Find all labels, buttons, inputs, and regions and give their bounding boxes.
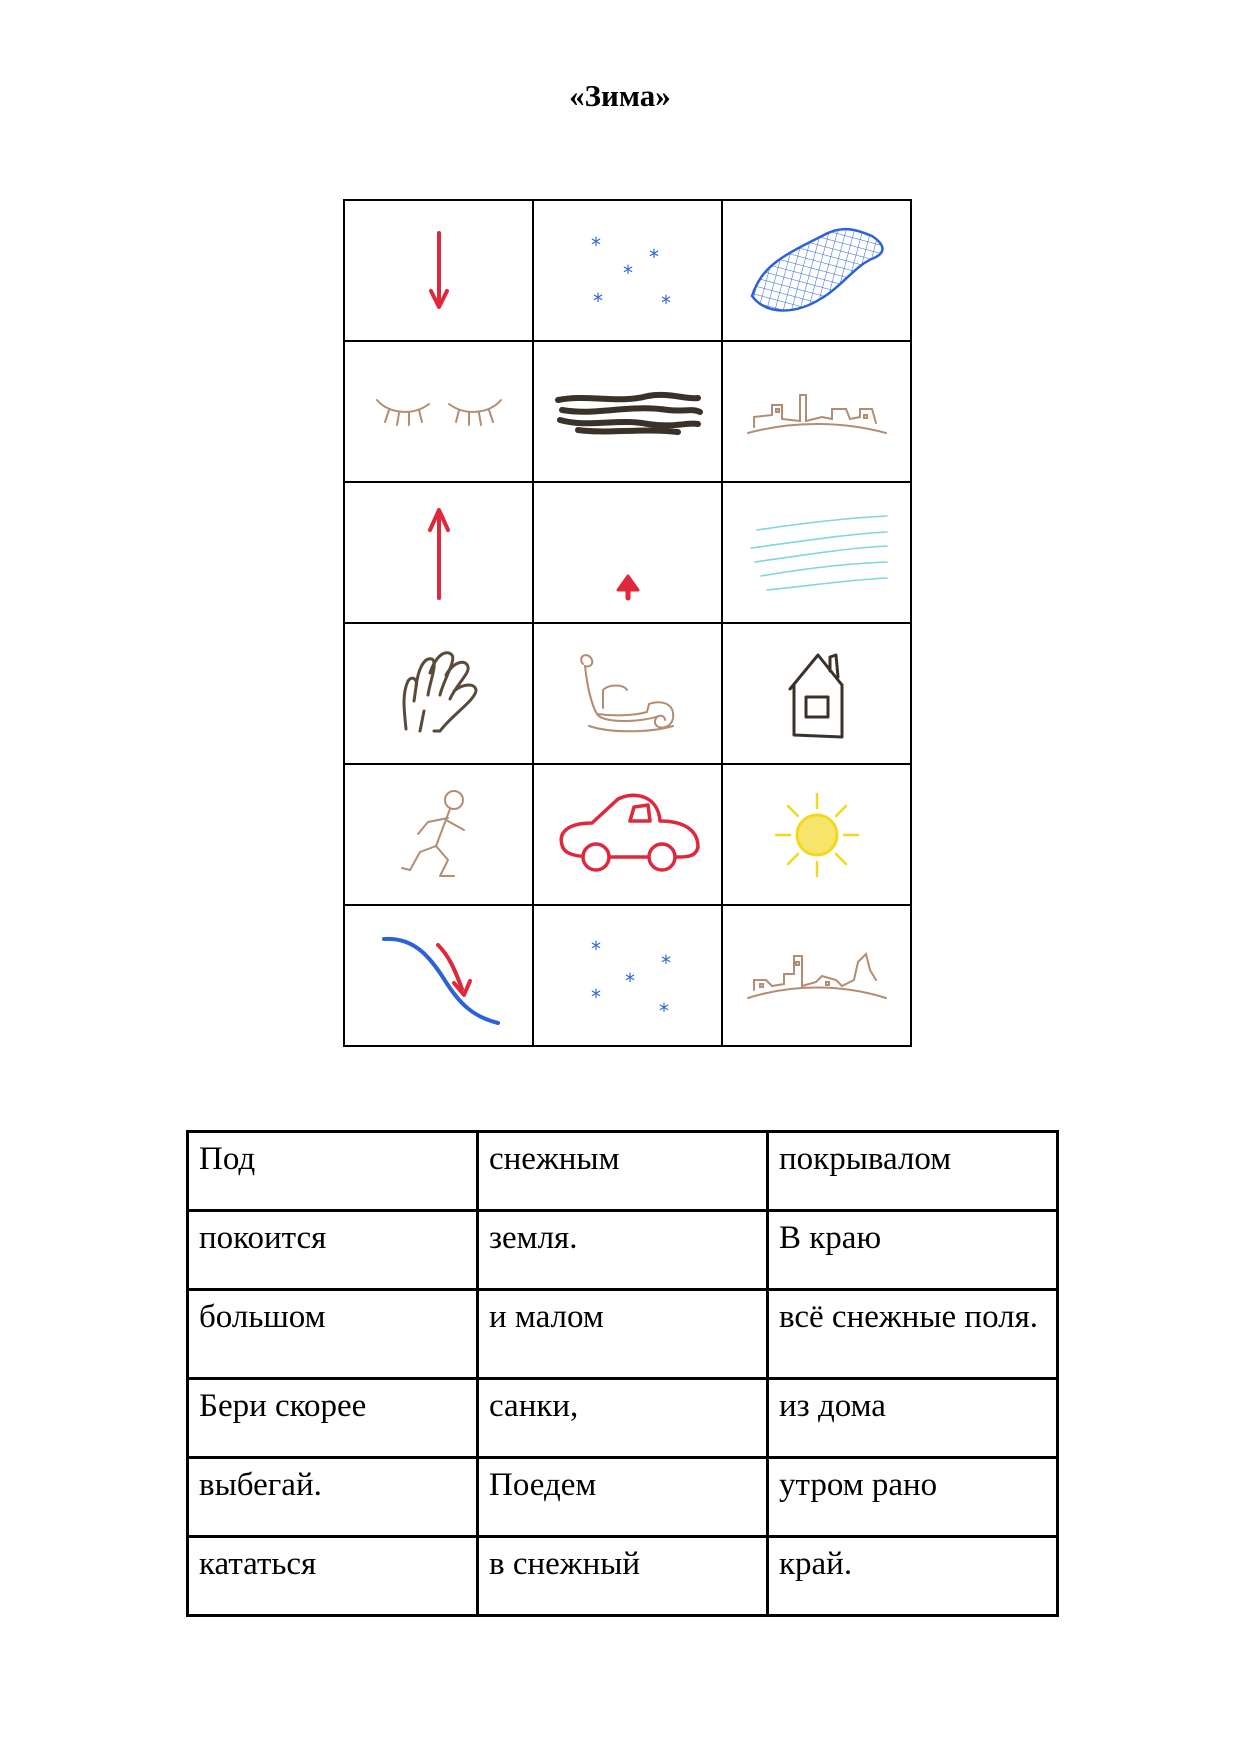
scribble-icon bbox=[548, 382, 708, 442]
closed-eyes-icon bbox=[369, 382, 509, 442]
svg-text:*: * bbox=[624, 968, 635, 993]
pictogram-cell bbox=[344, 200, 533, 341]
svg-text:*: * bbox=[590, 936, 601, 961]
table-row bbox=[188, 1379, 1058, 1458]
table-cell: большом bbox=[188, 1290, 478, 1379]
sun-icon bbox=[762, 780, 872, 890]
table-cell: санки, bbox=[478, 1379, 768, 1458]
table-row bbox=[188, 1132, 1058, 1211]
pictogram-cell bbox=[344, 482, 533, 623]
table-cell: покрывалом bbox=[768, 1132, 1058, 1211]
pictogram-cell bbox=[344, 623, 533, 764]
svg-text:*: * bbox=[648, 244, 659, 269]
house-icon bbox=[772, 639, 862, 749]
table-cell: Поедем bbox=[478, 1458, 768, 1537]
svg-text:*: * bbox=[592, 288, 603, 313]
svg-text:*: * bbox=[590, 232, 601, 257]
pictogram-cell bbox=[344, 905, 533, 1046]
pictogram-cell bbox=[722, 341, 911, 482]
pictogram-cell bbox=[533, 482, 722, 623]
table-cell: Под bbox=[188, 1132, 478, 1211]
pictogram-row bbox=[344, 764, 911, 905]
pictogram-row bbox=[344, 341, 911, 482]
snowflakes-icon bbox=[573, 926, 683, 1026]
hill-slide-icon bbox=[374, 921, 504, 1031]
table-row bbox=[188, 1537, 1058, 1616]
poem-table bbox=[186, 1130, 1059, 1617]
table-cell: и малом bbox=[478, 1290, 768, 1379]
pictogram-grid bbox=[343, 199, 912, 1047]
pictogram-cell bbox=[533, 341, 722, 482]
pictogram-cell bbox=[533, 200, 722, 341]
snow-field-icon bbox=[737, 508, 897, 598]
pictogram-row bbox=[344, 482, 911, 623]
pictogram-row bbox=[344, 623, 911, 764]
pictogram-row bbox=[344, 905, 911, 1046]
table-cell: край. bbox=[768, 1537, 1058, 1616]
pictogram-cell bbox=[344, 764, 533, 905]
table-cell: в снежный bbox=[478, 1537, 768, 1616]
red-down-arrow-icon bbox=[409, 221, 469, 321]
table-cell: утром рано bbox=[768, 1458, 1058, 1537]
sled-icon bbox=[563, 644, 693, 744]
pictogram-cell bbox=[722, 623, 911, 764]
svg-text:*: * bbox=[660, 950, 671, 975]
small-red-up-arrow-icon bbox=[598, 498, 658, 608]
pictogram-row bbox=[344, 200, 911, 341]
table-cell: земля. bbox=[478, 1211, 768, 1290]
running-man-icon bbox=[384, 780, 494, 890]
table-cell: Бери скорее bbox=[188, 1379, 478, 1458]
blanket-icon bbox=[742, 216, 892, 326]
svg-text:*: * bbox=[660, 290, 671, 315]
table-cell: выбегай. bbox=[188, 1458, 478, 1537]
snowflakes-icon bbox=[573, 226, 683, 316]
hand-icon bbox=[384, 639, 494, 749]
table-cell: В краю bbox=[768, 1211, 1058, 1290]
car-icon bbox=[548, 785, 708, 885]
table-cell: снежным bbox=[478, 1132, 768, 1211]
pictogram-cell bbox=[722, 764, 911, 905]
svg-text:*: * bbox=[658, 998, 669, 1023]
pictogram-cell bbox=[533, 764, 722, 905]
page-title: «Зима» bbox=[569, 78, 671, 113]
pictogram-cell bbox=[722, 905, 911, 1046]
table-cell: покоится bbox=[188, 1211, 478, 1290]
pictogram-cell bbox=[533, 623, 722, 764]
table-row bbox=[188, 1290, 1058, 1379]
pictogram-cell bbox=[722, 200, 911, 341]
pictogram-cell bbox=[344, 341, 533, 482]
table-cell: кататься bbox=[188, 1537, 478, 1616]
table-row bbox=[188, 1458, 1058, 1537]
pictogram-cell bbox=[722, 482, 911, 623]
table-cell: всё снежные поля. bbox=[768, 1290, 1058, 1379]
red-up-arrow-icon bbox=[409, 498, 469, 608]
village-icon bbox=[742, 377, 892, 447]
pictogram-cell bbox=[533, 905, 722, 1046]
village-icon bbox=[742, 936, 892, 1016]
svg-text:*: * bbox=[590, 984, 601, 1009]
svg-text:*: * bbox=[622, 260, 633, 285]
table-cell: из дома bbox=[768, 1379, 1058, 1458]
table-row bbox=[188, 1211, 1058, 1290]
